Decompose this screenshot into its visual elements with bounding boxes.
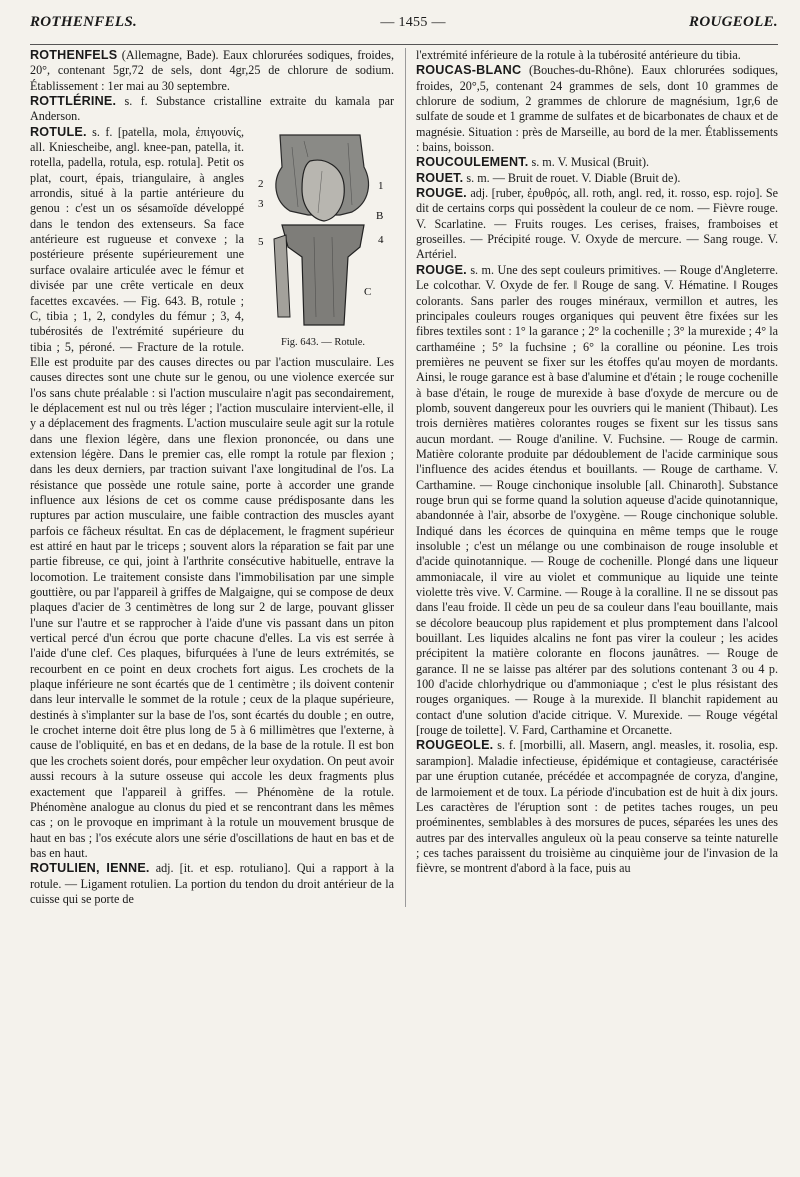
entry-roucas-blanc (416, 63, 778, 155)
entry-text: l'extrémité inférieure de la rotule à la tubérosité antérieure du tibia. (416, 48, 741, 62)
entry-text: adj. [it. et esp. rotuliano]. Qui a rapport à la rotule. — Ligament rotulien. La portion du tendon du droit antérieur de la cuisse qui se porte de (30, 861, 394, 906)
headword: ROTULE. (30, 124, 87, 139)
right-column (416, 48, 778, 907)
figure-rotule (252, 127, 394, 350)
label-2: 2 (258, 177, 264, 190)
two-column-body (30, 48, 778, 907)
label-C: C (364, 285, 372, 298)
entry-rougeole (416, 738, 778, 876)
entry-text: s. f. [morbilli, all. Masern, angl. measles, it. rosolia, esp. sarampion]. Maladie infectieuse, épidémique et contagieuse, caractérisée par une éruption cutanée, précédée et accompagnée de coryza, d'angine, de larmoiement et de toux. La période d'incubation est de huit à dix jours. Les caractères de l'éruption sont : de petites taches rouges, un peu proéminentes, semblables à des morsures de puces, séparées les unes des autres par des intervalles anguleux où la peau conserve sa teinte naturelle ; ces taches paraissent du troisième au cinquième jour de l'invasion de la fièvre, se montrent d'abord à la face, puis au (416, 738, 778, 876)
figure-caption: Fig. 643. — Rotule. (280, 336, 365, 348)
entry-roucoulement (416, 155, 778, 170)
headword: ROUGE. (416, 262, 467, 277)
entry-text: s. m. Une des sept couleurs primitives. — Rouge d'Angleterre. Le colcothar. V. Oxyde de fer. ‖ Rouge de sang. V. Hématine. ‖ Rouges colorants. Sans parler des rouges minéraux, vermillon et autres, les principales couleurs rouges organiques qui peuvent être fixées sur les fibres textiles sont : 1° la garance ; 2° la cochenille ; 3° la murexide ; 4° la carthaméine ; 5° la fuchsine ; 6° la coralline ou péonine. Les trois premières ne peuvent se fixer sur les étoffes qu'au moyen de mordants. Ainsi, le rouge garance est à base d'alumine et d'étain ; le rouge cochenille à base d'étain, le rouge de murexide à base d'oxyde de mercure ou de plomb, souvent dangereux pour les ouvriers qui le manient (Thibaut). Les trois dernières matières colorantes rouges se fixent sur les tissus sans aucun mordant. — Rouge d'aniline. V. Fuchsine. — Rouge de carmin. Matière colorante produite par dédoublement de l'acide carminique sous l'influence des acides étendus et bouillants. — Rouge de carthame. V. Carthamine. — Rouge cinchonique insoluble [all. Chinaroth]. Substance rouge brun qui se forme quand la solution aqueuse d'acide quinotannique, abandonnée à l'air, absorbe de l'oxygène. — Rouge cinchonique soluble. Indiqué dans les écorces de quinquina en même temps que le rouge insoluble ; c'est un mélange ou une combinaison de rouge insoluble et d'acide quinotannique. — Rouge de cochenille. Plongé dans une liqueur ammoniacale, il vire au violet et communique au liquide une teinte violette très vive. V. Carmine. — Rouge à la coralline. Il ne se dissout pas dans l'eau froide. Il cède un peu de sa couleur dans l'eau bouillante, mais se décolore beaucoup plus rapidement et plus promptement dans l'alcool bouillant. Les liquides alcalins ne font pas virer la couleur ; les acides précipitent la matière colorante en flocons jaunâtres. — Rouge de garance. Il ne se laisse pas altérer par des solutions contenant 3 ou 4 p. 100 d'acide chlorhydrique ou d'ammoniaque ; c'est le plus résistant des rouges organiques. — Rouge à la murexide. Il blanchit rapidement au contact d'une solution d'acide citrique. V. Murexide. — Rouge végétal [rouge de toilette]. V. Fard, Carthamine et Orcanette. (416, 262, 778, 738)
entry-rouet (416, 171, 778, 186)
knee-bone-illustration (252, 127, 394, 333)
label-5: 5 (258, 235, 264, 248)
label-4: 4 (378, 233, 384, 246)
entry-rothenfels (30, 48, 394, 94)
label-3: 3 (258, 197, 264, 210)
entry-text: (Allemagne, Bade). Eaux chlorurées sodiques, froides, 20°, contenant 5gr,72 de sels, dont 4gr,25 de chlorure de sodium. Établissement : 1er mai au 30 septembre. (30, 48, 394, 93)
column-divider (405, 48, 406, 907)
headword: ROUCAS-BLANC (416, 63, 522, 78)
entry-text: s. m. V. Musical (Bruit). (528, 155, 650, 170)
entry-text: s. f. [patella, mola, ἐπιγουνίς, all. Kniescheibe, angl. knee-pan, patella, it. rotella, padella, rotula, esp. rotula]. Petit os plat, court, épais, triangulaire, à angles arrondis, situé à la partie antérieure du genou : c'est un os sésamoïde développé dans le tendon des extenseurs. Sa face antérieure est rugueuse et convexe ; la postérieure présente supérieurement une surface ovalaire articulée avec le fémur et divisée par une crête verticale en deux facettes excavées. — Fig. 643. B, rotule ; C, tibia ; 1, 2, condyles du fémur ; 3, 4, tubérosités de l'extrémité supérieure du tibia ; 5, péroné. — Fracture de la rotule. Elle est produite par des causes directes ou par l'action musculaire. Les causes directes sont une chute sur le genou, ou une violence exercée sur l'os sans chute préalable : si l'action musculaire n'agit pas secondairement, le déplacement est nul ou très léger ; l'action musculaire intervient-elle, il y a déplacement des fragments. L'action musculaire seule agit sur la rotule dans une flexion légère, dans une flexion prononcée, ou dans une extension légère. Dans le premier cas, elle rompt la rotule par flexion ; dans les deux derniers, par traction suivant l'axe longitudinal de l'os. La résistance que possède une rotule saine, porte à accorder une grande influence aux lésions de cet os comme cause prédisposante dans les ruptures par action musculaire, une faible contraction des muscles ayant parfois ce fâcheux résultat. En cas de déplacement, le fragment supérieur est attiré en haut par le triceps ; souvent alors la réparation se fait par une partie fibreuse, ce qui, joint à l'arthrite consécutive habituelle, entrave la locomotion. Le traitement consiste dans l'immobilisation par une simple gouttière, ou par l'appareil à griffes de Malgaigne, qui se compose de deux plaques d'acier de 3 centimètres de long sur 2 de large, pouvant glisser l'une sur l'autre et se rapprocher à l'aide d'une vis passant dans un piton vertical percé d'un écrou que porte chacune d'elles. La vis est serrée à l'aide d'une clef. Ces plaques, bifurquées à l'une de leurs extrémités, se recourbent en ce point en deux crochets fort aigus. Les crochets de la plaque inférieure ne sont écartés que de 1 centimètre ; ils doivent contenir dans leur intervalle le sommet de la rotule ; ceux de la plaque supérieure, destinés à s'implanter sur la base de l'os, sont écartés du double ; en outre, le crochet interne doit être plus long de 5 à 6 millimètres que l'externe, à cause de l'obliquité, en bas et en dedans, de la base de la rotule. Il est bon que les crochets soient dorés, pour empêcher leur oxydation. On peut avoir aussi recours à la suture osseuse qui accole les deux fragments plus exactement que l'appareil à griffes. — Phénomène de la rotule. Phénomène analogue au clonus du pied et se rencontrant dans les mêmes cas ; on le provoque en imprimant à la rotule un mouvement brusque de haut en bas ; l'os exécute alors une série d'oscillations de haut en bas et de bas en haut. (30, 124, 394, 860)
headword: ROTULIEN, IENNE. (30, 861, 150, 876)
headword: ROUGEOLE. (416, 738, 494, 753)
headword: ROUCOULEMENT. (416, 155, 529, 170)
headword: ROUET. (416, 170, 464, 185)
headword: ROTHENFELS (30, 48, 118, 62)
header-right-word: ROUGEOLE. (689, 14, 778, 30)
entry-text: s. m. — Bruit de rouet. V. Diable (Bruit de). (463, 170, 681, 185)
entry-text: adj. [ruber, ἐρυθρός, all. roth, angl. red, it. rosso, esp. rojo]. Se dit de certains corps qui possèdent la couleur de ce nom. — Fièvre rouge. V. Scarlatine. — Fruits rouges. Les cerises, fraises, framboises et groseilles. — Précipité rouge. V. Oxyde de mercure. — Sang rouge. V. Artériel. (416, 186, 778, 262)
entry-text: s. f. Substance cristalline extraite du kamala par Anderson. (30, 94, 394, 124)
entry-rouge-adj (416, 186, 778, 263)
header-left-word: ROTHENFELS. (30, 14, 138, 30)
entry-rotulien-continued (416, 48, 778, 63)
entry-rottlerine (30, 94, 394, 125)
headword: ROTTLÉRINE. (30, 94, 117, 109)
running-header (30, 14, 778, 45)
entry-rouge-noun (416, 263, 778, 739)
entry-rotulien (30, 861, 394, 907)
left-column (30, 48, 394, 907)
entry-text: (Bouches-du-Rhône). Eaux chlorurées sodiques, froides, 20°,5, contenant 24 grammes de sels, dont 10 grammes de chlorure de sodium, 2 grammes de chlorure de magnésium, 1gr,6 de sulfate de soude et 1 gramme de sulfates et de bicarbonates de chaux et de magnésie. Situation : près de Marseille, au bord de la mer. Établissements : bains, boisson. (416, 63, 778, 155)
page-number: — 1455 — (380, 15, 446, 30)
label-B: B (376, 209, 384, 222)
headword: ROUGE. (416, 186, 467, 201)
label-1: 1 (378, 179, 384, 192)
